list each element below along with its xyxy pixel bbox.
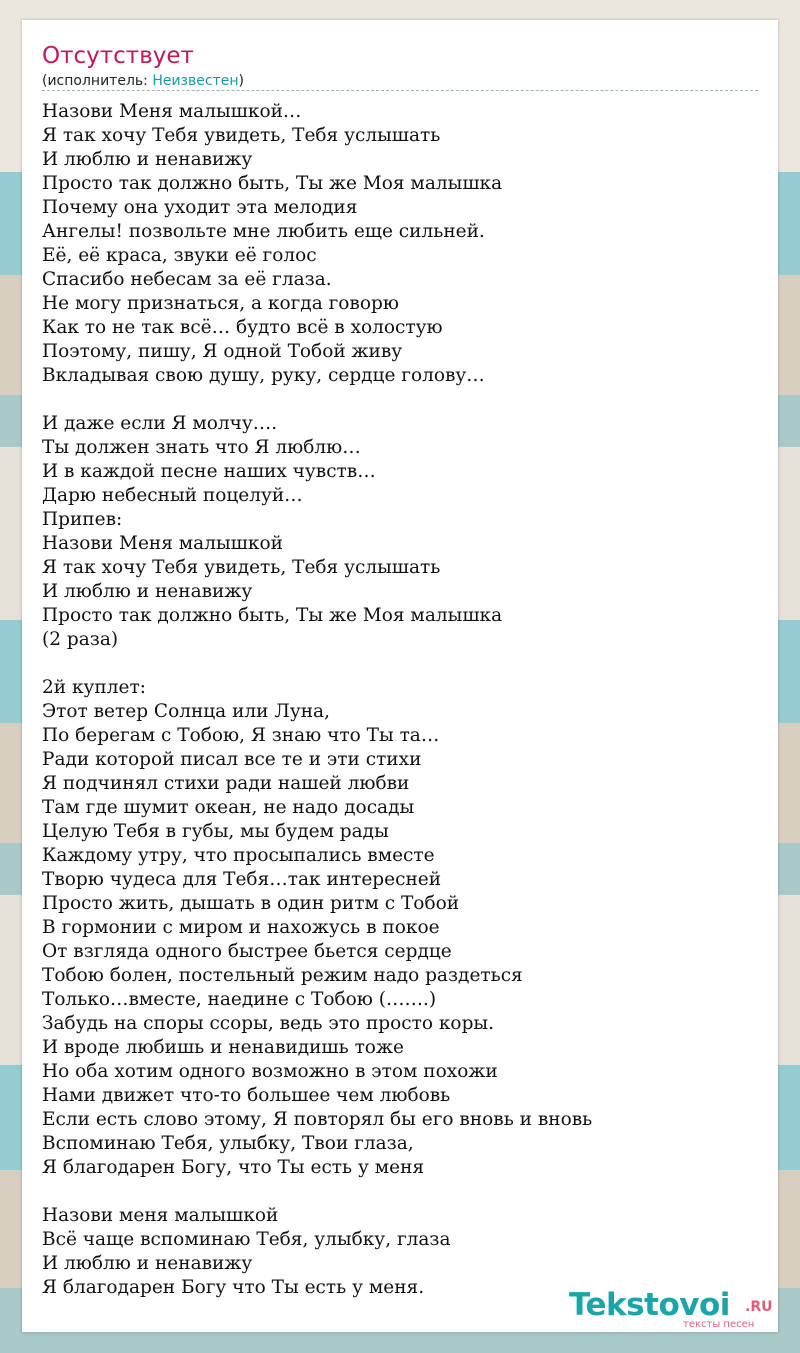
logo-wordmark: Tekstovoi xyxy=(569,1287,730,1323)
artist-suffix: ) xyxy=(238,73,244,89)
artist-line xyxy=(42,72,244,90)
site-logo[interactable] xyxy=(569,1287,779,1335)
logo-domain: .RU xyxy=(745,1299,773,1315)
song-title: Отсутствует xyxy=(42,43,194,69)
lyrics-text: Назови Меня малышкой… Я так хочу Тебя увидеть, Тебя услышать И люблю и ненавижу Просто так должно быть, Ты же Моя малышка Почему она уходит эта мелодия Ангелы! позвольте мне любить еще сильней. Её, её краса, звуки её голос Спасибо небесам за её глаза. Не могу признаться, а когда говорю Как то не так всё… будто всё в холостую Поэтому, пишу, Я одной Тобой живу Вкладывая свою душу, руку, сердце голову… И даже если Я молчу…. Ты должен знать что Я люблю… И в каждой песне наших чувств… Дарю небесный поцелуй… Припев: Назови Меня малышкой Я так хочу Тебя увидеть, Тебя услышать И люблю и ненавижу Просто так должно быть, Ты же Моя малышка (2 раза) 2й куплет: Этот ветер Солнца или Луна, По берегам с Тобою, Я знаю что Ты та… Ради которой писал все те и эти стихи Я подчинял стихи ради нашей любви Там где шумит океан, не надо досады Целую Тебя в губы, мы будем рады Каждому утру, что просыпались вместе Творю чудеса для Тебя…так интересней Просто жить, дышать в один ритм с Тобой В гормонии с миром и нахожусь в покое От взгляда одного быстрее бьется сердце Тобою болен, постельный режим надо раздеться Только…вместе, наедине с Тобою (…….) Забудь на споры ссоры, ведь это просто коры. И вроде любишь и ненавидишь тоже Но оба хотим одного возможно в этом похожи Нами движет что-то большее чем любовь Если есть слово этому, Я повторял бы его вновь и вновь Вспоминаю Тебя, улыбку, Твои глаза, Я благодарен Богу, что Ты есть у меня Назови меня малышкой Всё чаще вспоминаю Тебя, улыбку, глаза И люблю и ненавижу Я благодарен Богу что Ты есть у меня. xyxy=(42,101,593,1298)
logo-tagline: тексты песен xyxy=(683,1319,755,1330)
artist-link[interactable]: Неизвестен xyxy=(152,73,239,89)
artist-prefix: (исполнитель: xyxy=(42,73,153,89)
title-divider xyxy=(42,90,758,91)
lyrics-card xyxy=(22,20,778,1332)
